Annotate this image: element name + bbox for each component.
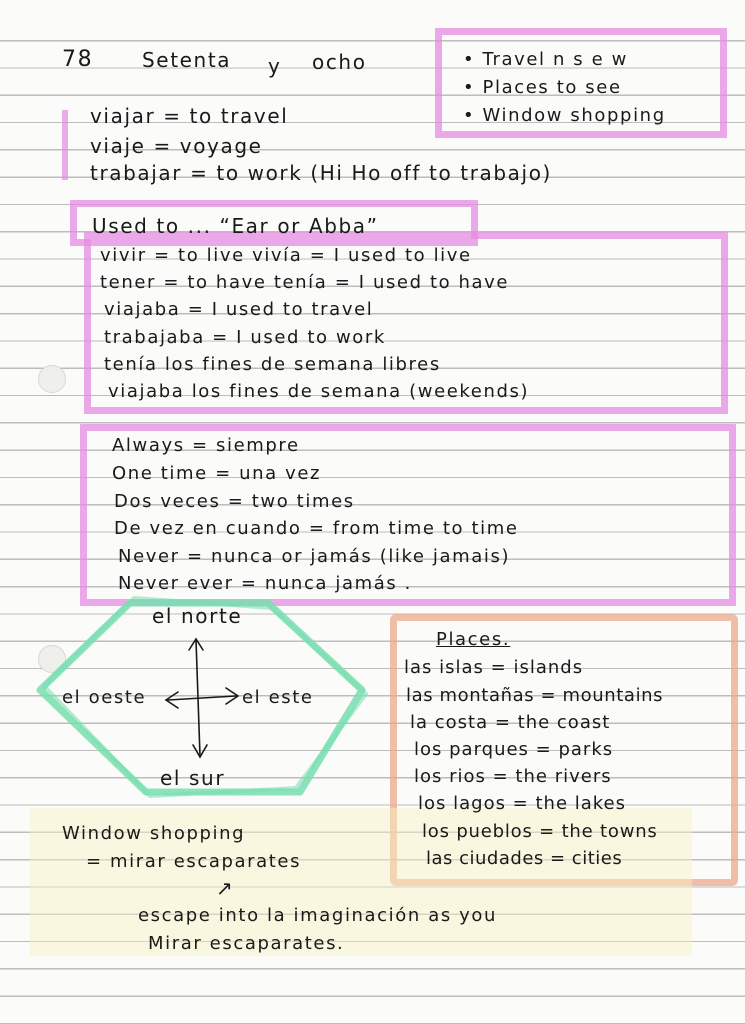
window-shopping-note: Mirar escaparates. bbox=[148, 933, 345, 954]
places-item: las ciudades = cities bbox=[426, 848, 623, 869]
used-to-heading: Used to ... “Ear or Abba” bbox=[92, 214, 379, 238]
used-to-line: tenía los fines de semana libres bbox=[104, 354, 441, 375]
places-item: los lagos = the lakes bbox=[418, 793, 627, 814]
frequency-line: Never = nunca or jamás (like jamais) bbox=[118, 546, 511, 567]
places-item: las islas = islands bbox=[404, 657, 584, 678]
places-item: las montañas = mountains bbox=[406, 685, 664, 706]
vocab-line: viajar = to travel bbox=[90, 104, 289, 128]
places-item: la costa = the coast bbox=[410, 712, 611, 733]
page-number: 78 bbox=[62, 47, 94, 72]
places-item: los parques = parks bbox=[414, 739, 614, 760]
window-shopping-translation: = mirar escaparates bbox=[86, 851, 302, 872]
used-to-line: viajaba = I used to travel bbox=[104, 299, 374, 320]
page-word-setenta: Setenta bbox=[142, 48, 232, 72]
compass-arrows bbox=[166, 639, 238, 757]
topic-item: • Places to see bbox=[463, 77, 622, 98]
frequency-line: One time = una vez bbox=[112, 463, 322, 484]
topic-item: • Window shopping bbox=[463, 105, 666, 126]
places-title: Places. bbox=[436, 629, 511, 650]
topic-item: • Travel n s e w bbox=[463, 49, 628, 70]
vocab-line: trabajar = to work (Hi Ho off to trabajo) bbox=[90, 161, 552, 185]
vocab-line: viaje = voyage bbox=[90, 134, 263, 158]
used-to-line: tener = to have tenía = I used to have bbox=[100, 272, 510, 293]
compass-west-label: el oeste bbox=[62, 687, 147, 708]
used-to-line: vivir = to live vivía = I used to live bbox=[100, 245, 472, 266]
page-word-y: y bbox=[268, 54, 282, 78]
compass-east-label: el este bbox=[242, 687, 314, 708]
frequency-line: Always = siempre bbox=[112, 435, 300, 456]
compass-south-label: el sur bbox=[160, 766, 226, 790]
frequency-line: De vez en cuando = from time to time bbox=[114, 518, 519, 539]
used-to-line: viajaba los fines de semana (weekends) bbox=[108, 381, 530, 402]
places-item: los pueblos = the towns bbox=[422, 821, 658, 842]
places-item: los rios = the rivers bbox=[414, 766, 612, 787]
frequency-line: Dos veces = two times bbox=[114, 491, 355, 512]
compass-north-label: el norte bbox=[152, 604, 243, 628]
window-shopping-note: escape into la imaginación as you bbox=[138, 905, 498, 926]
window-shopping-title: Window shopping bbox=[62, 823, 246, 844]
page-word-ocho: ocho bbox=[312, 50, 367, 74]
arrow-mark: ↗ bbox=[216, 876, 235, 900]
used-to-line: trabajaba = I used to work bbox=[104, 327, 386, 348]
frequency-line: Never ever = nunca jamás . bbox=[118, 573, 413, 594]
